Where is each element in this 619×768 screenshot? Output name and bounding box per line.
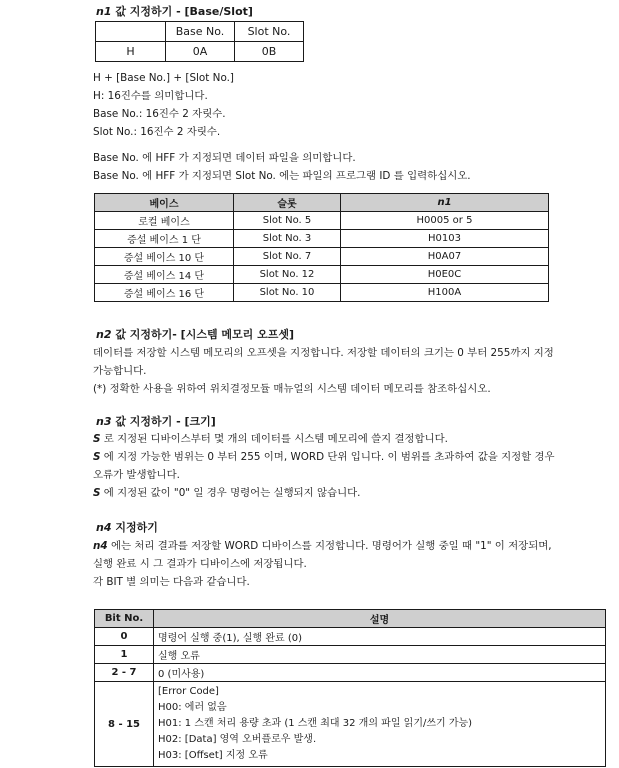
n4-prefix: n4 <box>96 521 112 534</box>
table-cell: 로컬 베이스 <box>95 212 234 230</box>
n4-line-3: 각 BIT 별 의미는 다음과 같습니다. <box>93 576 250 588</box>
n4-title: 지정하기 <box>111 521 158 534</box>
table-cell: 증설 베이스 1 단 <box>95 230 234 248</box>
table-cell: H0A07 <box>341 248 549 266</box>
desc-cell <box>154 682 606 767</box>
slot-table-header-base: Base No. <box>166 22 235 42</box>
desc-cell: 명령어 실행 중(1), 실행 완료 (0) <box>154 628 606 646</box>
slot-table-header-empty <box>96 22 166 42</box>
n2-line-2: 가능합니다. <box>93 365 147 377</box>
table-cell: 증설 베이스 10 단 <box>95 248 234 266</box>
n1-format-line: H + [Base No.] + [Slot No.] <box>93 72 234 84</box>
table-cell: H0103 <box>341 230 549 248</box>
bit-cell: 0 <box>95 628 154 646</box>
s-operand: S <box>93 433 101 445</box>
n4-line-1 <box>93 537 552 555</box>
table-row <box>95 682 606 767</box>
table-cell: H100A <box>341 284 549 302</box>
table-row <box>95 230 549 248</box>
n1-title: 값 지정하기 - [Base/Slot] <box>111 5 253 18</box>
desc-line: H01: 1 스캔 처리 용량 초과 (1 스캔 최대 32 개의 파일 읽기/쓰기 가능) <box>158 718 473 729</box>
table-cell: H0E0C <box>341 266 549 284</box>
n1-base-line: Base No.: 16진수 2 자릿수. <box>93 108 226 120</box>
slot-table-cell-slot: 0B <box>235 42 304 62</box>
n2-heading <box>96 326 294 342</box>
n3-prefix: n3 <box>96 415 112 428</box>
n3-line-4-text: 에 지정된 값이 "0" 일 경우 명령어는 실행되지 않습니다. <box>100 487 361 499</box>
table-row <box>95 248 549 266</box>
n4-line-2: 실행 완료 시 그 결과가 디바이스에 저장됩니다. <box>93 558 307 570</box>
table-cell: Slot No. 3 <box>234 230 341 248</box>
n1-prefix: n1 <box>96 5 112 18</box>
base-example-table <box>94 193 549 302</box>
n3-line-4 <box>93 484 360 502</box>
desc-line: H03: [Offset] 지정 오류 <box>158 750 268 761</box>
table-cell: Slot No. 12 <box>234 266 341 284</box>
desc-line: H02: [Data] 영역 오버플로우 발생. <box>158 734 317 745</box>
bit-meaning-table <box>94 609 606 767</box>
slot-table-header-slot: Slot No. <box>235 22 304 42</box>
n2-prefix: n2 <box>96 328 112 341</box>
bit-table-header-bit: Bit No. <box>95 610 154 628</box>
table-cell: Slot No. 10 <box>234 284 341 302</box>
table-cell: 증설 베이스 14 단 <box>95 266 234 284</box>
slot-table-cell-h: H <box>96 42 166 62</box>
bit-cell: 1 <box>95 646 154 664</box>
base-slot-table <box>95 21 304 62</box>
n3-heading <box>96 413 216 429</box>
n1-note-2: Base No. 에 HFF 가 지정되면 Slot No. 에는 파일의 프로그램 ID 를 입력하십시오. <box>93 170 471 182</box>
n3-line-1 <box>93 430 448 448</box>
s-operand: S <box>93 451 101 463</box>
slot-table-cell-base: 0A <box>166 42 235 62</box>
base-table-header-base: 베이스 <box>95 194 234 212</box>
n2-line-1: 데이터를 저장할 시스템 메모리의 오프셋을 지정합니다. 저장할 데이터의 크기는 0 부터 255까지 지정 <box>93 347 554 359</box>
table-cell: Slot No. 5 <box>234 212 341 230</box>
table-cell: 증설 베이스 16 단 <box>95 284 234 302</box>
table-row <box>95 628 606 646</box>
s-operand: S <box>93 487 101 499</box>
desc-cell: 0 (미사용) <box>154 664 606 682</box>
bit-cell: 2 - 7 <box>95 664 154 682</box>
desc-cell: 실행 오류 <box>154 646 606 664</box>
desc-line: H00: 에러 없음 <box>158 702 227 713</box>
table-row <box>95 284 549 302</box>
n3-line-2 <box>93 448 555 466</box>
bit-cell: 8 - 15 <box>95 682 154 767</box>
table-row <box>95 266 549 284</box>
n4-line-1-text: 에는 처리 결과를 저장할 WORD 디바이스를 지정합니다. 명령어가 실행 중일 때 "1" 이 저장되며, <box>107 540 552 552</box>
bit-table-header-desc: 설명 <box>154 610 606 628</box>
base-table-header-slot: 슬롯 <box>234 194 341 212</box>
desc-line: [Error Code] <box>158 686 219 697</box>
n1-heading <box>96 3 253 19</box>
n2-line-3: (*) 정확한 사용을 위하여 위치결정모듈 매뉴얼의 시스템 데이터 메모리를 참조하십시오. <box>93 383 491 395</box>
n3-line-2-text: 에 지정 가능한 범위는 0 부터 255 이며, WORD 단위 입니다. 이 범위를 초과하여 값을 지정할 경우 <box>100 451 555 463</box>
table-cell: H0005 or 5 <box>341 212 549 230</box>
n3-title: 값 지정하기 - [크기] <box>111 415 216 428</box>
n3-line-3-text: 오류가 발생합니다. <box>93 469 180 481</box>
n3-line-3 <box>93 466 180 484</box>
n1-slot-line: Slot No.: 16진수 2 자릿수. <box>93 126 221 138</box>
n1-note-1: Base No. 에 HFF 가 지정되면 데이터 파일을 의미합니다. <box>93 152 356 164</box>
n3-line-1-text: 로 지정된 디바이스부터 몇 개의 데이터를 시스템 메모리에 쓸지 결정합니다. <box>100 433 448 445</box>
table-row <box>95 664 606 682</box>
table-row <box>95 212 549 230</box>
n2-title: 값 지정하기- [시스템 메모리 오프셋] <box>111 328 295 341</box>
table-cell: Slot No. 7 <box>234 248 341 266</box>
n4-heading <box>96 519 158 535</box>
base-table-header-n1: n1 <box>341 194 549 212</box>
n1-hex-line: H: 16진수를 의미합니다. <box>93 90 208 102</box>
n4-operand: n4 <box>93 540 108 552</box>
table-row <box>95 646 606 664</box>
